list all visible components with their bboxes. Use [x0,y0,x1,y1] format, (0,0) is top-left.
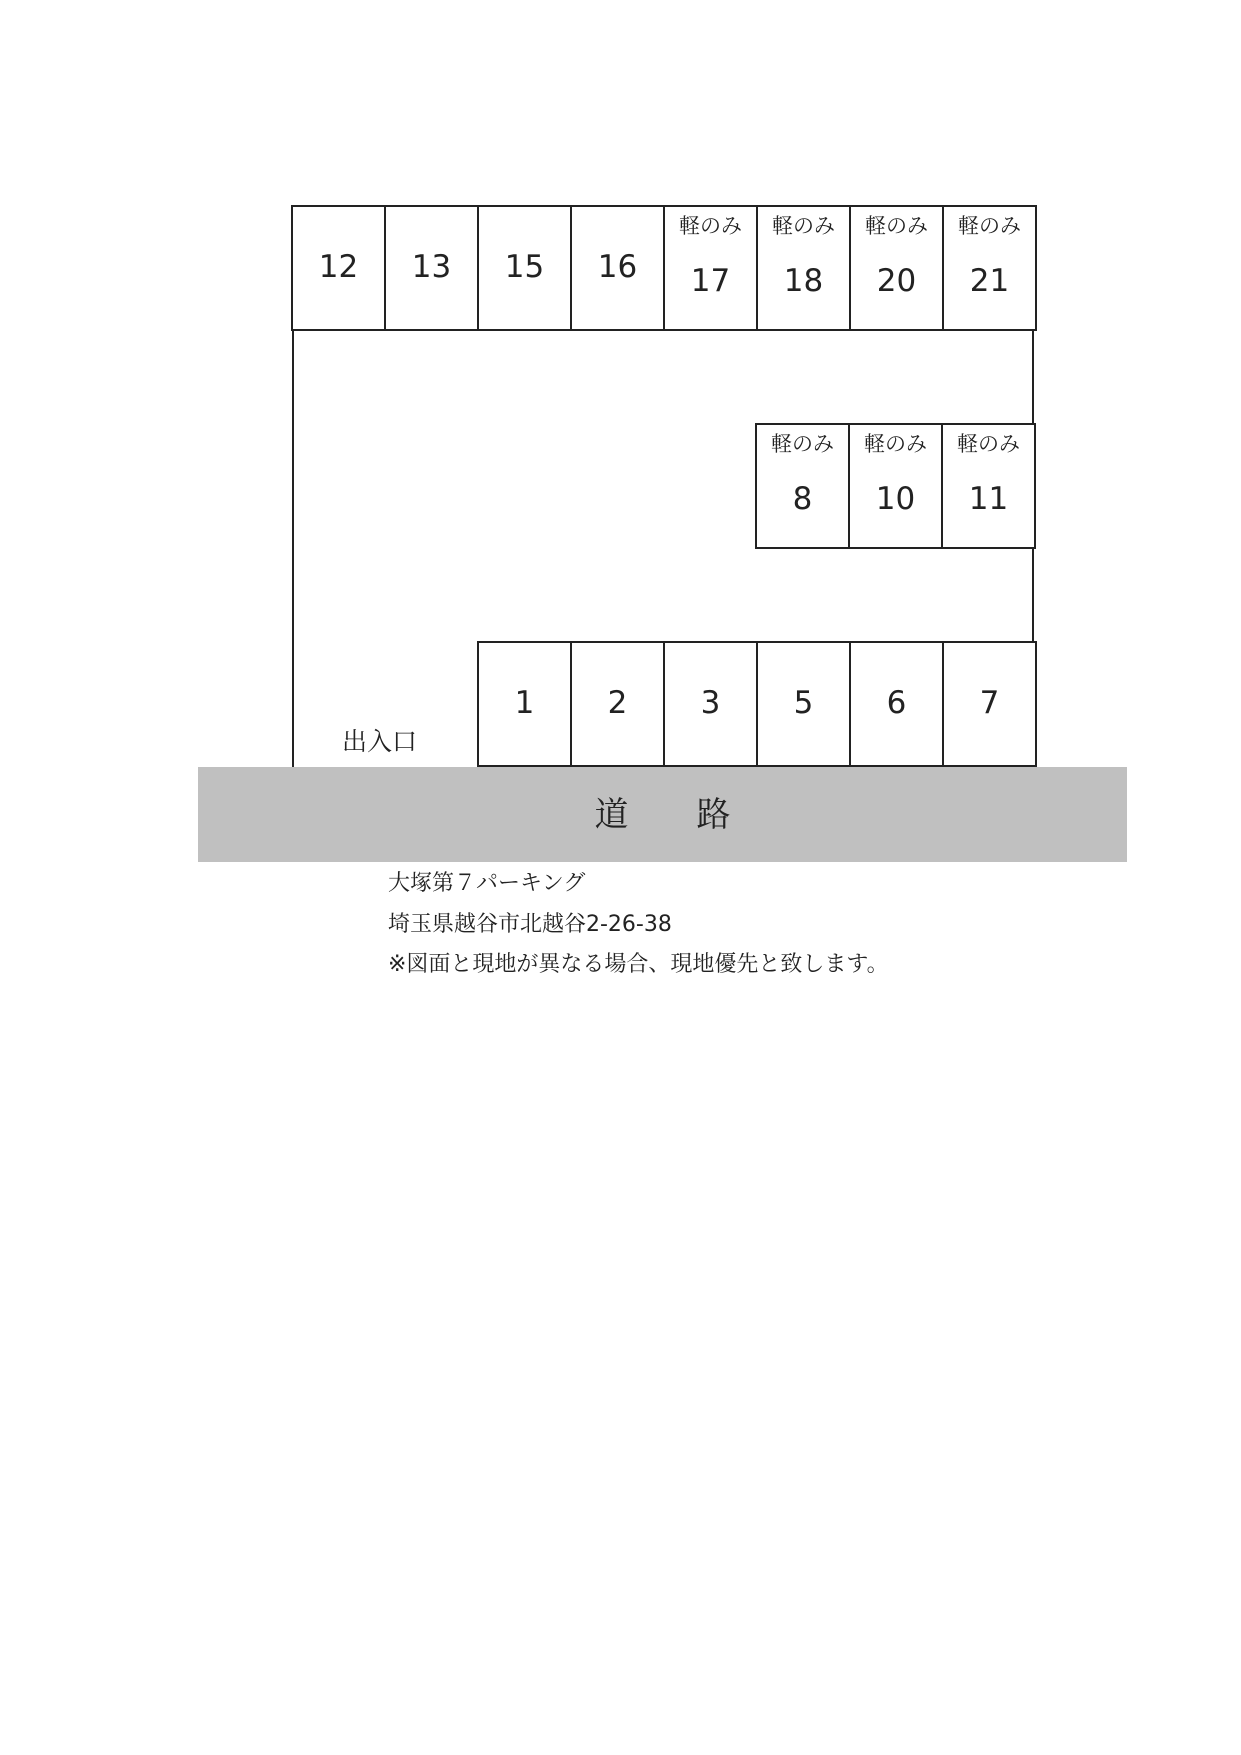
parking-space [849,205,944,331]
kei-only-label: 軽のみ [957,432,1020,456]
space-number: 7 [979,685,1000,721]
space-number: 15 [504,249,545,285]
road [198,767,1127,862]
kei-only-label: 軽のみ [865,214,928,238]
lot-name: 大塚第７パーキング [388,871,586,896]
lot-note: ※図面と現地が異なる場合、現地優先と致します。 [388,952,889,977]
parking-space [570,641,665,767]
space-number: 18 [783,263,824,299]
lot-address: 埼玉県越谷市北越谷2-26-38 [388,912,672,937]
space-number: 1 [514,685,535,721]
entrance-label: 出入口 [342,727,418,756]
parking-space [941,423,1036,549]
space-number: 12 [318,249,359,285]
kei-only-label: 軽のみ [864,432,927,456]
space-number: 13 [411,249,452,285]
parking-space [384,205,479,331]
parking-space [291,205,386,331]
space-number: 20 [876,263,917,299]
space-number: 2 [607,685,628,721]
parking-space [477,205,572,331]
parking-space [663,641,758,767]
kei-only-label: 軽のみ [958,214,1021,238]
parking-space [663,205,758,331]
parking-space [477,641,572,767]
parking-space [849,641,944,767]
parking-space [570,205,665,331]
space-number: 16 [597,249,638,285]
parking-space [942,205,1037,331]
space-number: 3 [700,685,721,721]
space-number: 17 [690,263,731,299]
space-number: 21 [969,263,1010,299]
kei-only-label: 軽のみ [771,432,834,456]
space-number: 8 [792,481,813,517]
space-number: 11 [968,481,1009,517]
kei-only-label: 軽のみ [772,214,835,238]
road-label: 道 路 [594,795,731,835]
space-number: 6 [886,685,907,721]
space-number: 10 [875,481,916,517]
parking-space [756,641,851,767]
space-number: 5 [793,685,814,721]
parking-space [848,423,943,549]
kei-only-label: 軽のみ [679,214,742,238]
parking-space [755,423,850,549]
parking-space [942,641,1037,767]
parking-space [756,205,851,331]
